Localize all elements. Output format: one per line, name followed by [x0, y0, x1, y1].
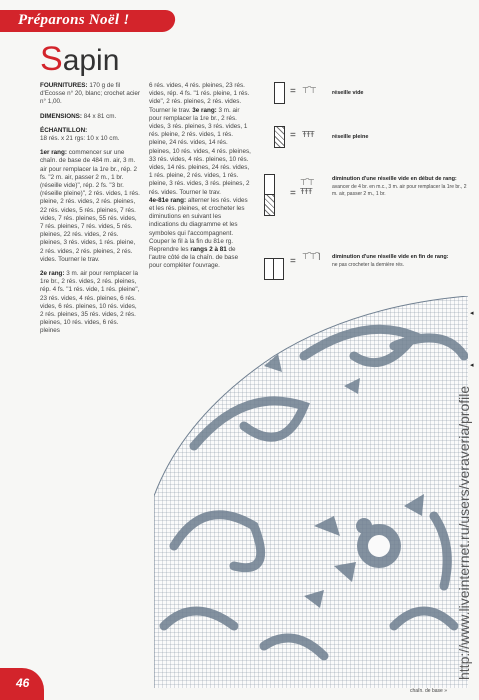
vide-symbol-icon [274, 82, 285, 104]
legend-item-pleine [262, 122, 472, 162]
pleine-stitch-icon: ŦŦŦ [302, 130, 314, 139]
vide-stitch-icon: ⊤‾⊤ [302, 86, 316, 95]
footer-caption: chaîn. de base » [410, 688, 447, 694]
rang4b-text: de l'autre côté de la chaîn. de base pour compléter l'ouvrage. [149, 246, 239, 270]
page-number-badge [0, 668, 44, 700]
dim-fin-stitch-icon: ⊤‾⊤‾⌉ [302, 252, 320, 261]
dim-debut-desc: avancer de 4 br. en m.c., 3 m. air pour remplacer la 1re br., 2 m. air, passer 2 m., 1 br. [332, 184, 467, 197]
legend-item-dim-fin [262, 244, 472, 284]
banner-title: Préparons Noël ! [18, 12, 130, 28]
dim-debut-label: diminution d'une réseille vide en début de rang: [332, 176, 457, 182]
dim-debut-box2-icon [264, 194, 275, 216]
dim-debut-stitch-icon: ⊤‾⊤ ŦŦŦ [300, 178, 314, 196]
equals-sign: = [290, 256, 296, 267]
equals-sign: = [290, 86, 296, 97]
page-title [40, 40, 119, 79]
rang1-label: 1er rang: [40, 149, 67, 157]
row-marker-arrow-icon: ◂ [470, 310, 474, 317]
legend-item-vide [262, 78, 472, 118]
rang3-label: 3e rang: [192, 106, 217, 114]
page-number: 46 [16, 676, 30, 690]
dim-debut-box1-icon [264, 174, 275, 196]
title-initial: S [40, 40, 63, 78]
rang2-continued: 6 rés. vides, 4 rés. pleines, 23 rés. vides, rép. 4 fs. "1 rés. pleine, 1 rés. vide", 2 rés. pleines, 2 rés. vides. Tourner le trav. [149, 82, 250, 114]
dimensions-text: 84 x 81 cm. [81, 112, 117, 120]
instructions-column-2 [149, 82, 251, 271]
rang4b-label: rangs 2 à 81 [190, 246, 227, 254]
pleine-label: réseille pleine [332, 134, 369, 140]
equals-sign: = [290, 188, 296, 199]
rang1-text: commencer sur une chaîn. de base de 484 m. air, 3 m. air pour remplacer la 1re br., rép. 2 fs. "2 m. air, passer 2 m., 1 br. (réseille vide)", rép. 2 fs. "3 br. (réseille pleine)", 2 rés. vides, 1 rés. pleine, 2 rés. vides, 2 rés. pleines, 22 rés. vides, 5 rés. pleines, 7 rés. vides, 7 rés. pleines, 55 rés. vides, 7 rés. pleines, 7 rés. vides, 5 rés. pleines, 22 rés. vides, 2 rés. pleines, 3 rés. vides, 1 rés. pleine, 2 rés. vides, 2 rés. pleines, 2 rés. vides. Tourner le trav. [40, 149, 140, 263]
rang2-text: 3 m. air pour remplacer la 1re br., 2 rés. vides, 2 rés. pleines, rép. 4 fs. "1 rés. vide, 1 rés. pleine", 23 rés. vides, 4 rés. pleines, 6 rés. vides, 6 rés. pleines, 10 rés. vides, 2 rés. pleines, 35 rés. vides, 2 rés. pleines, 10 rés. vides, 6 rés. pleines [40, 270, 140, 335]
crochet-diagram [154, 296, 468, 688]
dim-fin-desc: ne pas crocheter la dernière rés. [332, 262, 404, 268]
dim-fin-label: diminution d'une réseille vide en fin de rang: [332, 254, 449, 260]
watermark-url: http://www.liveinternet.ru/users/veraveria/profile [456, 385, 472, 680]
instructions-column-1 [40, 82, 140, 342]
rang2-label: 2e rang: [40, 270, 65, 278]
echantillon-text: 18 rés. x 21 rgs: 10 x 10 cm. [40, 135, 120, 143]
fournitures-label: FOURNITURES: [40, 82, 88, 89]
title-rest: apin [62, 44, 120, 77]
dim-fin-box2-icon [273, 258, 284, 280]
echantillon-label: ÉCHANTILLON: [40, 126, 88, 134]
pleine-symbol-icon [274, 126, 285, 148]
legend-item-dim-debut [262, 170, 472, 220]
rang4-text: alterner les rés. vides et les rés. pleines, et crocheter les diminutions en suivant les indications du diagramme et les symboles qui l'accompagnent. Couper le fil à la fin du 81e rg. Reprendre les [149, 196, 248, 254]
equals-sign: = [290, 130, 296, 141]
rang4-label: 4e-81e rang: [149, 196, 187, 204]
fournitures-text: 170 g de fil d'Ecosse n° 20, blanc; crochet acier n° 1,00. [40, 82, 140, 106]
dimensions-label: DIMENSIONS: [40, 112, 82, 120]
rang3-text: 3 m. air pour remplacer la 1re br., 2 rés. vides, 3 rés. pleines, 3 rés. vides, 1 rés. pleine, 2 rés. vides, 1 rés. pleine, 24 rés. vides, 14 rés. pleines, 10 rés. vides, 4 rés. pleines, 33 rés. vides, 4 rés. pleines, 10 rés. vides, 14 rés. pleines, 24 rés. vides, 1 rés. pleine, 2 rés. vides, 1 rés. pleine, 3 rés. vides, 3 rés. pleines, 2 rés. vides. Tourner le trav. [149, 106, 251, 196]
row-marker-arrow-icon: ◂ [470, 362, 474, 369]
vide-label: réseille vide [332, 90, 364, 96]
